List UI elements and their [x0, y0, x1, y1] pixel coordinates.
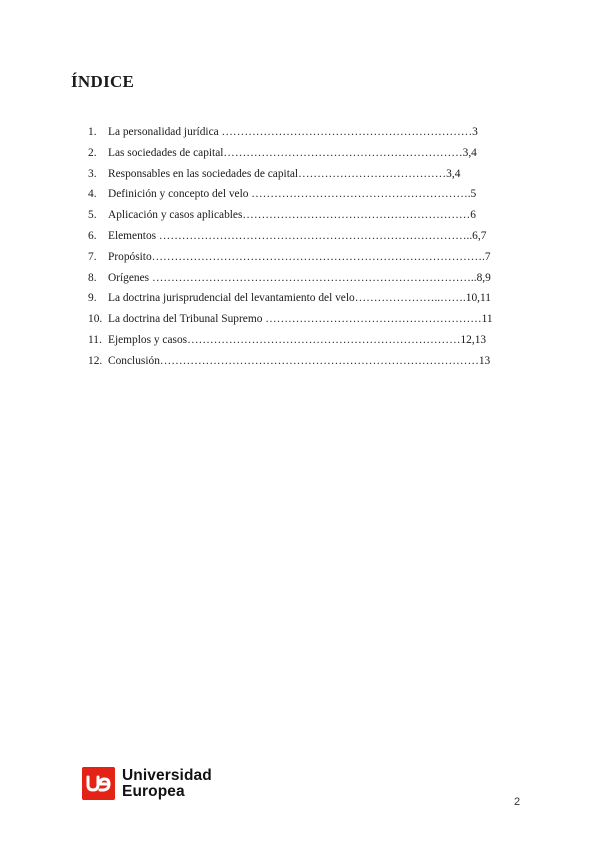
toc-item-number: 6. — [88, 229, 97, 242]
toc-item — [88, 247, 518, 268]
toc-item-number: 12. — [88, 354, 103, 367]
toc-item-text: Aplicación y casos aplicables……………………………………………………6 — [108, 209, 476, 222]
university-logo — [82, 767, 212, 800]
toc-item — [88, 122, 518, 143]
toc-item-text: Las sociedades de capital………………………………………………………3,4 — [108, 146, 477, 159]
toc-item-number: 8. — [88, 271, 97, 284]
toc-item — [88, 351, 518, 372]
toc-item — [88, 288, 518, 309]
table-of-contents — [88, 122, 518, 372]
toc-item-number: 10. — [88, 313, 103, 326]
toc-item — [88, 330, 518, 351]
toc-item-number: 2. — [88, 146, 97, 159]
ue-logo-icon — [82, 767, 115, 800]
toc-item — [88, 309, 518, 330]
toc-item-text: Orígenes …………………………………………………………………………..8,9 — [108, 271, 491, 284]
page-number: 2 — [514, 796, 521, 808]
logo-text-line2: Europea — [122, 782, 185, 800]
toc-item-number: 7. — [88, 250, 97, 263]
logo-text-line1: Universidad — [122, 766, 212, 784]
toc-item-text: La doctrina jurisprudencial del levantamiento del velo…………………..…….10,11 — [108, 292, 491, 305]
toc-item-number: 5. — [88, 209, 97, 222]
toc-item-text: Responsables en las sociedades de capital…………………………………3,4 — [108, 167, 461, 180]
toc-item-number: 9. — [88, 292, 97, 305]
toc-item-text: Conclusión…………………………………………………………………………13 — [108, 354, 491, 367]
toc-item-text: Elementos ………………………………………………………………………..6,7 — [108, 229, 487, 242]
toc-item-number: 4. — [88, 188, 97, 201]
toc-item — [88, 268, 518, 289]
toc-item-number: 1. — [88, 126, 97, 138]
toc-item-text: Ejemplos y casos………………………………………………………………12,13 — [108, 333, 487, 346]
toc-item-number: 11. — [88, 333, 102, 346]
toc-item-text: Propósito…………………………………………………………………………….7 — [108, 250, 491, 263]
logo-wordmark — [122, 768, 212, 800]
page-title: ÍNDICE — [71, 72, 135, 91]
toc-item — [88, 184, 518, 205]
toc-item — [88, 226, 518, 247]
toc-item — [88, 205, 518, 226]
toc-item — [88, 143, 518, 164]
toc-item — [88, 164, 518, 185]
toc-item-text: La doctrina del Tribunal Supremo …………………………………………………11 — [108, 313, 493, 326]
toc-item-text: Definición y concepto del velo ………………………………………………….5 — [108, 188, 477, 201]
toc-item-text: La personalidad jurídica …………………………………………………………3 — [108, 126, 478, 138]
toc-item-number: 3. — [88, 167, 97, 180]
